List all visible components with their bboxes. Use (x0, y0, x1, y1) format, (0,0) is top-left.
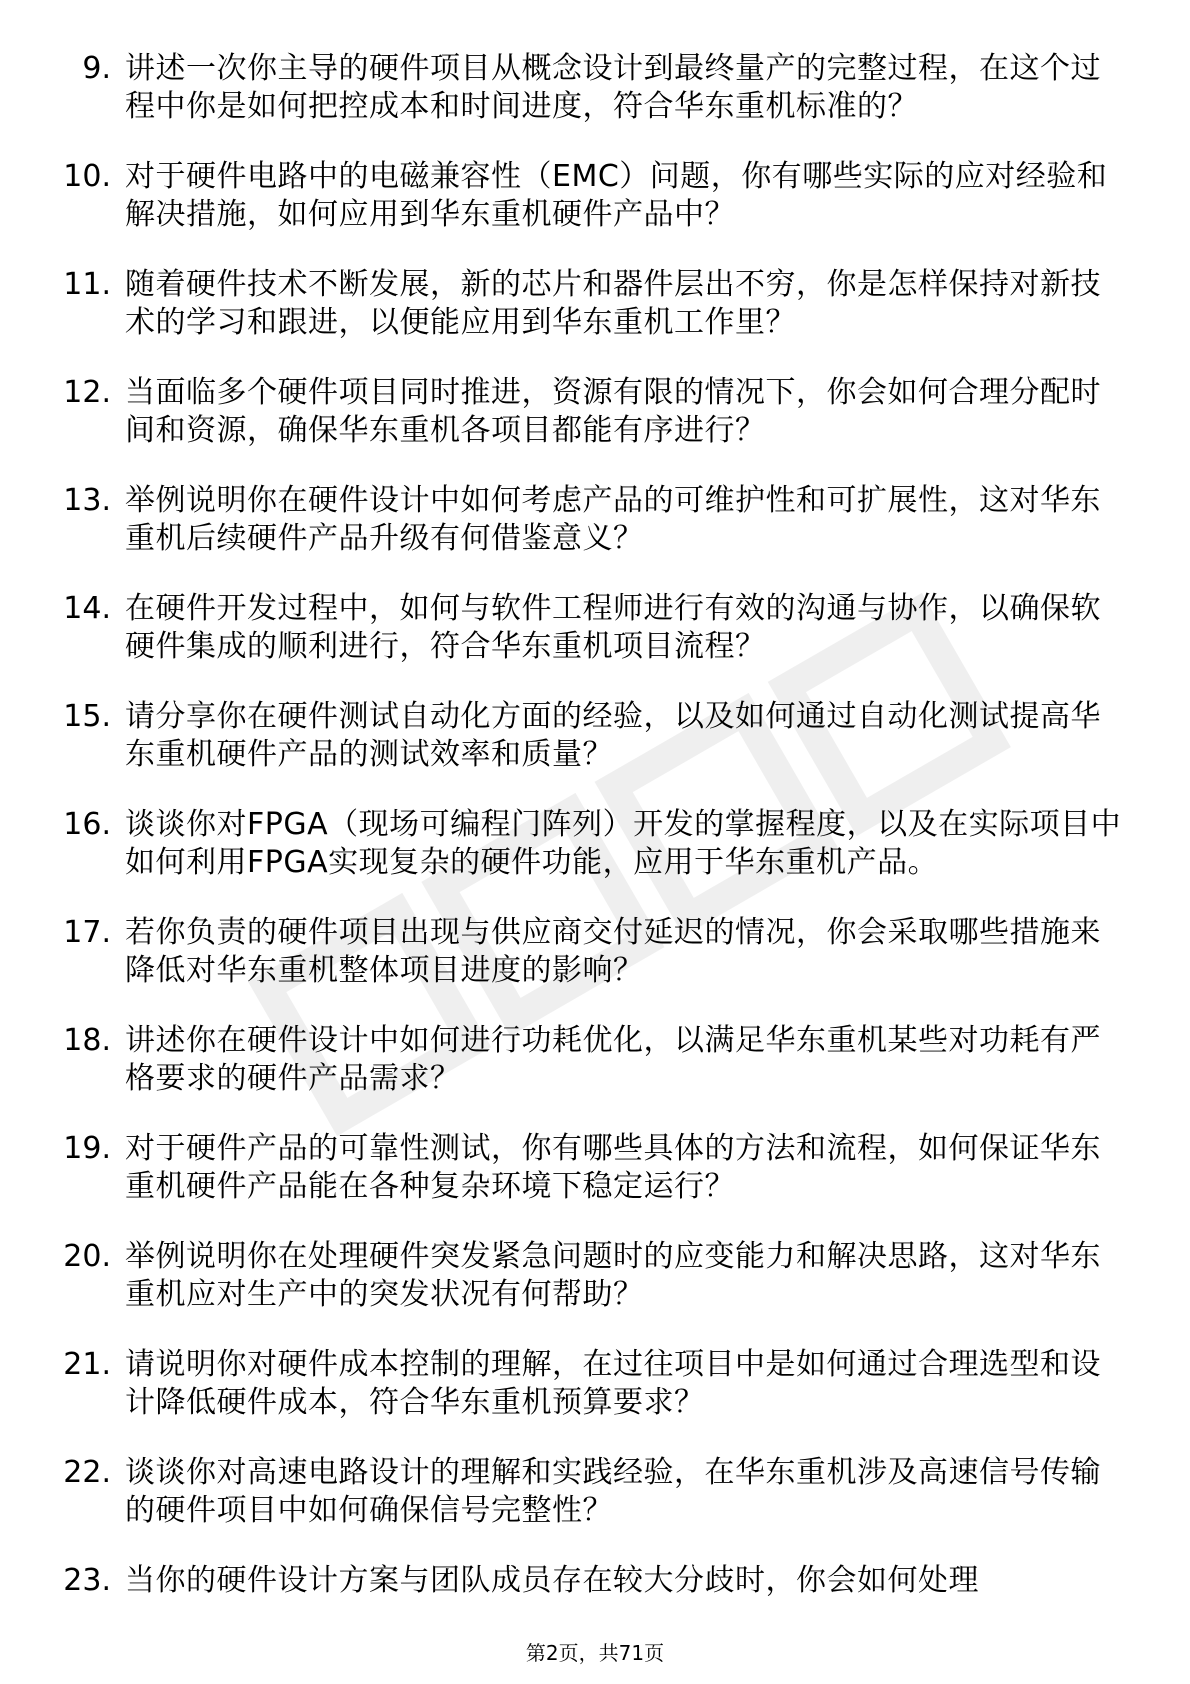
question-number: 19. (63, 1131, 111, 1166)
question-text: 在硬件开发过程中，如何与软件工程师进行有效的沟通与协作，以确保软硬件集成的顺利进行，符合华东重机项目流程？ (125, 591, 1101, 664)
question-text: 讲述一次你主导的硬件项目从概念设计到最终量产的完整过程，在这个过程中你是如何把控成本和时间进度，符合华东重机标准的？ (125, 51, 1101, 124)
question-text: 当你的硬件设计方案与团队成员存在较大分歧时，你会如何处理 (125, 1563, 979, 1598)
question-item (55, 50, 1135, 126)
question-text: 讲述你在硬件设计中如何进行功耗优化，以满足华东重机某些对功耗有严格要求的硬件产品需求？ (125, 1023, 1101, 1096)
question-number: 17. (63, 915, 111, 950)
question-text: 随着硬件技术不断发展，新的芯片和器件层出不穷，你是怎样保持对新技术的学习和跟进，以便能应用到华东重机工作里？ (125, 267, 1101, 340)
question-text: 请说明你对硬件成本控制的理解，在过往项目中是如何通过合理选型和设计降低硬件成本，符合华东重机预算要求？ (125, 1347, 1101, 1420)
question-item (55, 1562, 1135, 1600)
question-text: 举例说明你在硬件设计中如何考虑产品的可维护性和可扩展性，这对华东重机后续硬件产品升级有何借鉴意义？ (125, 483, 1101, 556)
question-number: 22. (63, 1455, 111, 1490)
question-item (55, 698, 1135, 774)
question-number: 21. (63, 1347, 111, 1382)
question-text: 举例说明你在处理硬件突发紧急问题时的应变能力和解决思路，这对华东重机应对生产中的突发状况有何帮助？ (125, 1239, 1101, 1312)
question-item (55, 1454, 1135, 1530)
question-number: 13. (63, 483, 111, 518)
question-number: 12. (63, 375, 111, 410)
question-list (55, 50, 1135, 1632)
question-number: 15. (63, 699, 111, 734)
question-text: 请分享你在硬件测试自动化方面的经验，以及如何通过自动化测试提高华东重机硬件产品的测试效率和质量？ (125, 699, 1101, 772)
question-item (55, 1130, 1135, 1206)
question-item (55, 266, 1135, 342)
question-text: 当面临多个硬件项目同时推进，资源有限的情况下，你会如何合理分配时间和资源，确保华东重机各项目都能有序进行？ (125, 375, 1101, 448)
page-footer (0, 1640, 1190, 1666)
question-item (55, 1238, 1135, 1314)
question-number: 10. (63, 159, 111, 194)
question-item (55, 374, 1135, 450)
question-number: 18. (63, 1023, 111, 1058)
question-item (55, 158, 1135, 234)
question-text: 对于硬件电路中的电磁兼容性（EMC）问题，你有哪些实际的应对经验和解决措施，如何应用到华东重机硬件产品中？ (125, 159, 1108, 232)
question-text: 谈谈你对FPGA（现场可编程门阵列）开发的掌握程度，以及在实际项目中如何利用FPGA实现复杂的硬件功能，应用于华东重机产品。 (125, 807, 1122, 880)
question-number: 11. (63, 267, 111, 302)
question-number: 20. (63, 1239, 111, 1274)
question-number: 9. (82, 51, 111, 86)
question-text: 对于硬件产品的可靠性测试，你有哪些具体的方法和流程，如何保证华东重机硬件产品能在各种复杂环境下稳定运行？ (125, 1131, 1101, 1204)
question-item (55, 914, 1135, 990)
question-item (55, 590, 1135, 666)
question-item (55, 1346, 1135, 1422)
question-number: 14. (63, 591, 111, 626)
page-number: 第2页，共71页 (525, 1641, 665, 1665)
question-number: 16. (63, 807, 111, 842)
question-item (55, 1022, 1135, 1098)
question-item (55, 482, 1135, 558)
question-number: 23. (63, 1563, 111, 1598)
question-text: 若你负责的硬件项目出现与供应商交付延迟的情况，你会采取哪些措施来降低对华东重机整体项目进度的影响？ (125, 915, 1101, 988)
question-item (55, 806, 1135, 882)
question-text: 谈谈你对高速电路设计的理解和实践经验，在华东重机涉及高速信号传输的硬件项目中如何确保信号完整性？ (125, 1455, 1101, 1528)
